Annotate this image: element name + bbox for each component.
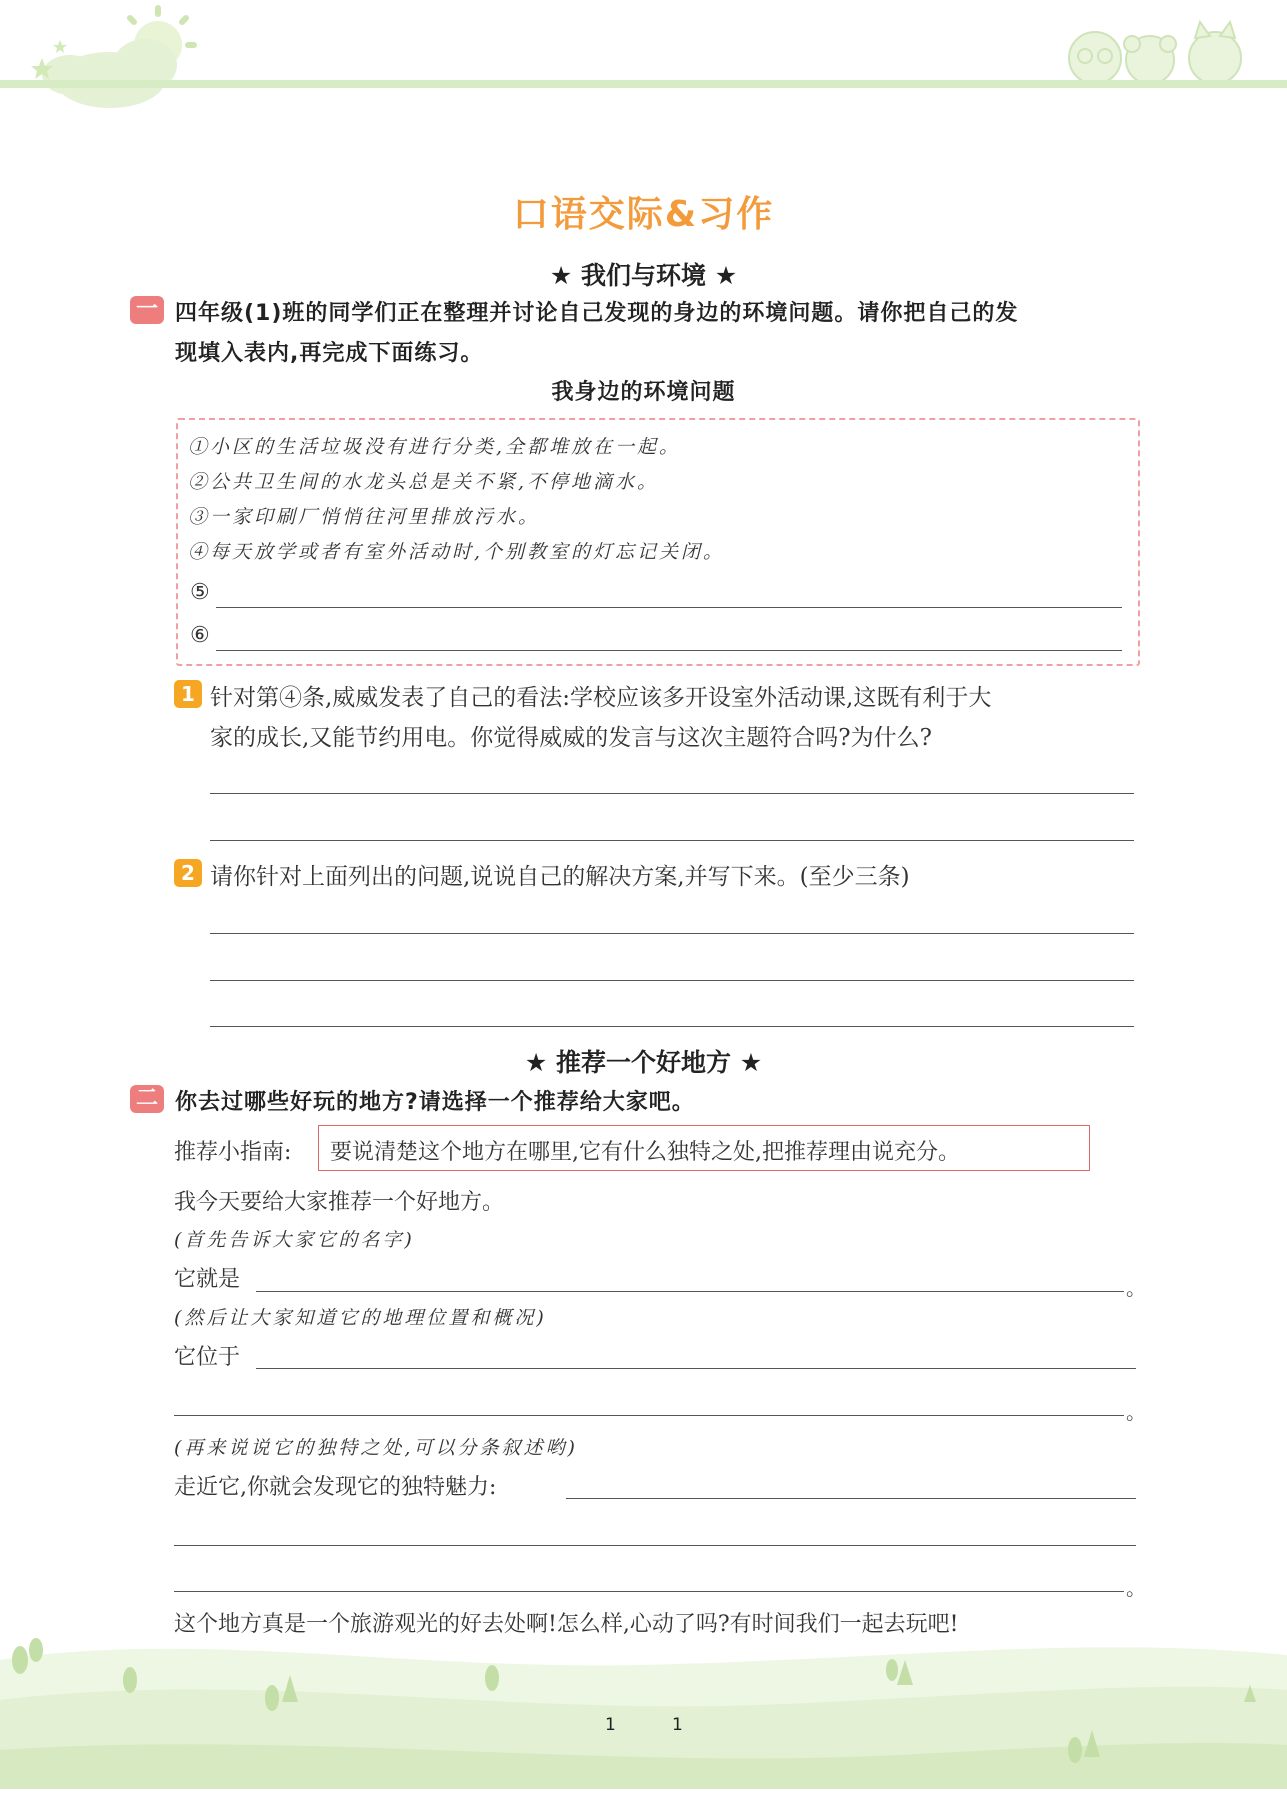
footer-decoration bbox=[0, 1620, 1287, 1789]
answer-line-item-5[interactable] bbox=[216, 607, 1122, 608]
closing-sentence: 这个地方真是一个旅游观光的好去处啊!怎么样,心动了吗?有时间我们一起去玩吧! bbox=[174, 1612, 959, 1637]
guide-text: 要说清楚这个地方在哪里,它有什么独特之处,把推荐理由说充分。 bbox=[330, 1140, 960, 1165]
hint-features: (再来说说它的独特之处,可以分条叙述哟) bbox=[174, 1437, 578, 1459]
page-number-left: 1 bbox=[605, 1715, 616, 1735]
answer-line-location-1[interactable] bbox=[256, 1368, 1136, 1369]
section-badge-2: 二 bbox=[130, 1085, 164, 1113]
section-title-environment: ★ 我们与环境 ★ bbox=[549, 261, 738, 290]
problem-item-6-label: ⑥ bbox=[190, 623, 210, 648]
period-1: 。 bbox=[1126, 1276, 1146, 1300]
opening-sentence: 我今天要给大家推荐一个好地方。 bbox=[174, 1190, 505, 1215]
answer-line-q1-1[interactable] bbox=[210, 793, 1134, 794]
answer-line-q2-1[interactable] bbox=[210, 933, 1134, 934]
answer-line-features-2[interactable] bbox=[174, 1545, 1136, 1546]
section2-intro: 你去过哪些好玩的地方?请选择一个推荐给大家吧。 bbox=[175, 1090, 695, 1115]
answer-line-item-6[interactable] bbox=[216, 650, 1122, 651]
problem-item-4: ④每天放学或者有室外活动时,个别教室的灯忘记关闭。 bbox=[188, 541, 726, 563]
question-badge-1: 1 bbox=[174, 680, 202, 708]
animal-heads-icon bbox=[1069, 22, 1241, 84]
hint-location: (然后让大家知道它的地理位置和概况) bbox=[174, 1307, 547, 1329]
answer-line-q1-2[interactable] bbox=[210, 840, 1134, 841]
guide-label: 推荐小指南: bbox=[174, 1140, 292, 1165]
header-line bbox=[0, 80, 1287, 88]
question-2-text: 请你针对上面列出的问题,说说自己的解决方案,并写下来。(至少三条) bbox=[210, 864, 910, 890]
answer-line-features-1[interactable] bbox=[566, 1498, 1136, 1499]
answer-line-q2-3[interactable] bbox=[210, 1026, 1134, 1027]
header-decoration bbox=[0, 0, 1287, 110]
answer-line-features-3[interactable] bbox=[174, 1591, 1124, 1592]
problem-item-3: ③一家印刷厂悄悄往河里排放污水。 bbox=[188, 506, 541, 528]
question-1-line1: 针对第④条,威威发表了自己的看法:学校应该多开设室外活动课,这既有利于大 bbox=[210, 685, 992, 711]
hint-name: (首先告诉大家它的名字) bbox=[174, 1229, 415, 1251]
section-badge-1: 一 bbox=[130, 296, 164, 324]
page-title: 口语交际&习作 bbox=[512, 194, 775, 235]
answer-line-location-2[interactable] bbox=[174, 1415, 1124, 1416]
table-title: 我身边的环境问题 bbox=[551, 380, 736, 405]
period-3: 。 bbox=[1126, 1576, 1146, 1600]
problem-item-1: ①小区的生活垃圾没有进行分类,全都堆放在一起。 bbox=[188, 436, 682, 458]
page-number-right: 1 bbox=[672, 1715, 683, 1735]
question-1-line2: 家的成长,又能节约用电。你觉得威威的发言与这次主题符合吗?为什么? bbox=[210, 725, 932, 751]
problem-item-2: ②公共卫生间的水龙头总是关不紧,不停地滴水。 bbox=[188, 471, 660, 493]
hills-art bbox=[0, 1620, 1287, 1789]
prompt-location: 它位于 bbox=[174, 1345, 241, 1370]
header-art bbox=[0, 0, 1287, 110]
question-badge-2: 2 bbox=[174, 859, 202, 887]
answer-line-name[interactable] bbox=[256, 1291, 1124, 1292]
prompt-name: 它就是 bbox=[174, 1267, 241, 1292]
section-title-recommend: ★ 推荐一个好地方 ★ bbox=[524, 1048, 763, 1077]
section1-intro-line1: 四年级(1)班的同学们正在整理并讨论自己发现的身边的环境问题。请你把自己的发 bbox=[175, 301, 1019, 326]
section1-intro-line2: 现填入表内,再完成下面练习。 bbox=[175, 341, 484, 366]
period-2: 。 bbox=[1126, 1400, 1146, 1424]
answer-line-q2-2[interactable] bbox=[210, 980, 1134, 981]
problem-item-5-label: ⑤ bbox=[190, 580, 210, 605]
prompt-features: 走近它,你就会发现它的独特魅力: bbox=[174, 1475, 497, 1500]
